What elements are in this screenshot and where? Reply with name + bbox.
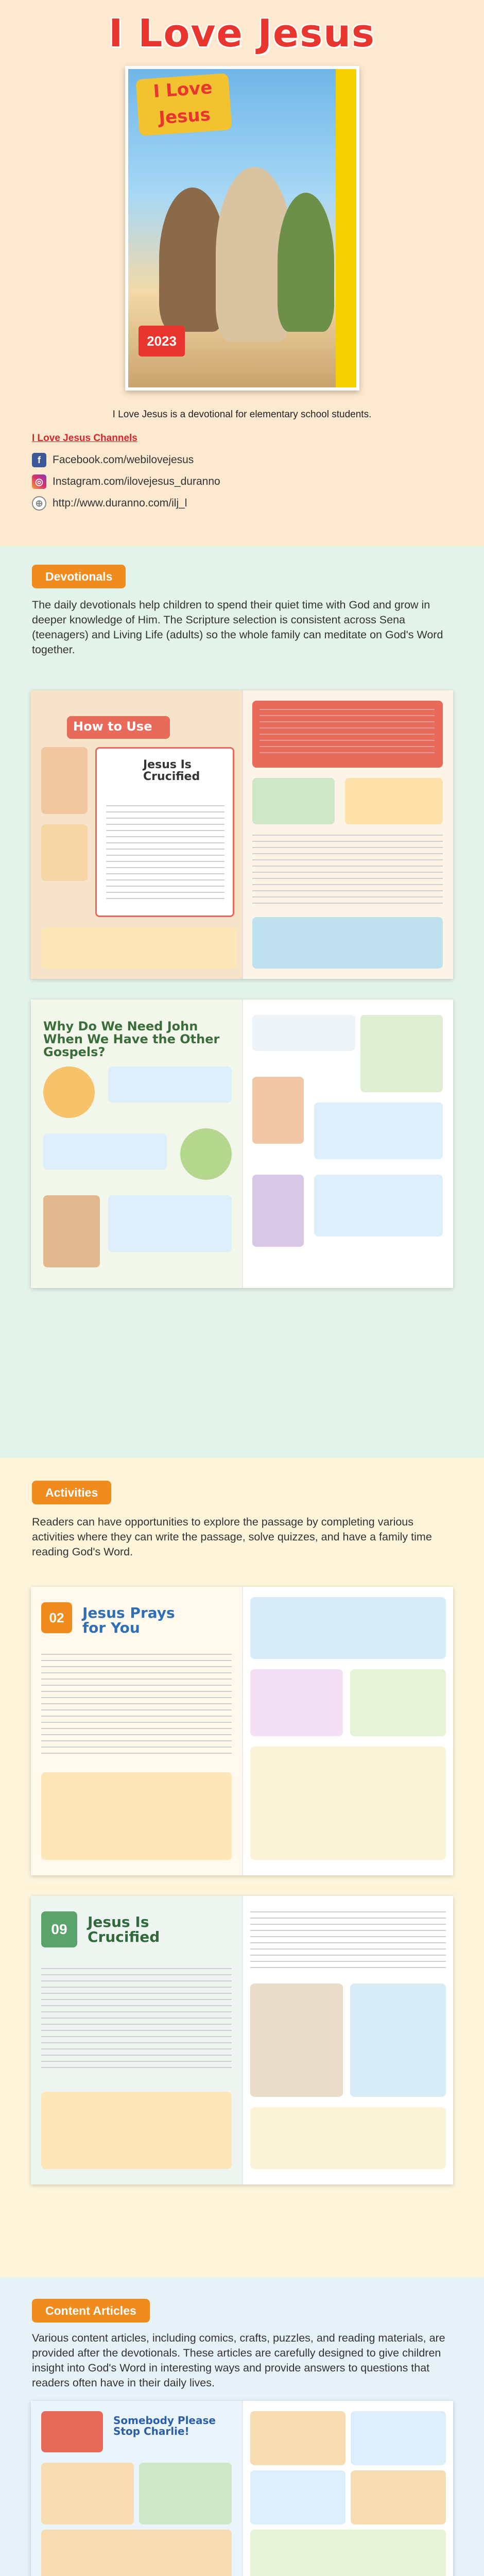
- comic-title: Somebody Please Stop Charlie!: [113, 2414, 216, 2437]
- devotionals-text: The daily devotionals help children to spend their quiet time with God and grow in deeper knowledge of Him. The Scripture selection is consistent across Sena (teenagers) and Living Life (adults) so the whole family can meditate on God's Word together.: [32, 599, 443, 656]
- how-to-use-banner: How to Use: [73, 719, 152, 734]
- page-title: I Love Jesus: [109, 11, 375, 56]
- devotional-page-title: Jesus Is Crucified: [143, 758, 200, 784]
- content-spread-comic: [31, 2401, 453, 2576]
- header: [0, 0, 484, 541]
- magazine-cover: [125, 66, 359, 391]
- activity-spread-2: [31, 1896, 453, 2184]
- activities-text: Readers can have opportunities to explore the passage by completing various activities where they can write the passage, solve quizzes, and have a family time reading God's Word.: [32, 1516, 432, 1558]
- activity-page-left: [31, 1587, 242, 1875]
- activity-page-left-2: [31, 1896, 242, 2184]
- content-label: Content Articles: [32, 2299, 150, 2323]
- article-page-title: Why Do We Need John When We Have the Other Gospels?: [43, 1019, 220, 1060]
- instagram-icon: ◎: [32, 474, 46, 489]
- channel-facebook-text[interactable]: Facebook.com/webilovejesus: [53, 454, 194, 466]
- channel-website-text[interactable]: http://www.duranno.com/ilj_l: [53, 497, 187, 509]
- activities-label: Activities: [32, 1481, 111, 1504]
- cover-figure-right: [278, 193, 334, 332]
- devotional-page-right: [242, 690, 453, 979]
- devotionals-label: Devotionals: [32, 565, 126, 588]
- devotional-spread-2: [31, 999, 453, 1288]
- devotional-spread-1: [31, 690, 453, 979]
- article-page-right: [242, 999, 453, 1288]
- globe-icon: ⊕: [32, 496, 46, 511]
- content-section: [0, 2277, 484, 2576]
- article-page-left: [31, 999, 242, 1288]
- devotional-page-left: [31, 690, 242, 979]
- devotionals-section: [0, 546, 484, 1458]
- facebook-icon: f: [32, 453, 46, 467]
- channel-facebook[interactable]: [32, 449, 289, 471]
- activity-page-right-2: [242, 1896, 453, 2184]
- activity-day-number-2: 09: [41, 1911, 77, 1947]
- channel-instagram-text[interactable]: Instagram.com/ilovejesus_duranno: [53, 476, 220, 487]
- activity-page-title: Jesus Prays for You: [82, 1604, 175, 1637]
- cover-badge: 2023: [139, 326, 185, 357]
- channel-website[interactable]: [32, 493, 289, 514]
- tagline: I Love Jesus is a devotional for elementary school students.: [112, 409, 372, 420]
- cover-side-strip: [336, 69, 356, 387]
- activity-day-number: 02: [41, 1602, 72, 1633]
- cover-logo: I Love Jesus: [135, 73, 232, 136]
- channels-heading: I Love Jesus Channels: [32, 433, 137, 444]
- activity-page-title-2: Jesus Is Crucified: [88, 1913, 160, 1946]
- channel-instagram[interactable]: [32, 471, 289, 493]
- activities-section: [0, 1458, 484, 2277]
- activity-page-right: [242, 1587, 453, 1875]
- activity-spread-1: [31, 1587, 453, 1875]
- channels: [32, 433, 289, 514]
- content-text: Various content articles, including comics, crafts, puzzles, and reading materials, are provided after the devotionals. These articles are carefully designed to give children insight into God's Word in interesting ways and provide answers to questions that readers often have in their daily lives.: [32, 2332, 445, 2389]
